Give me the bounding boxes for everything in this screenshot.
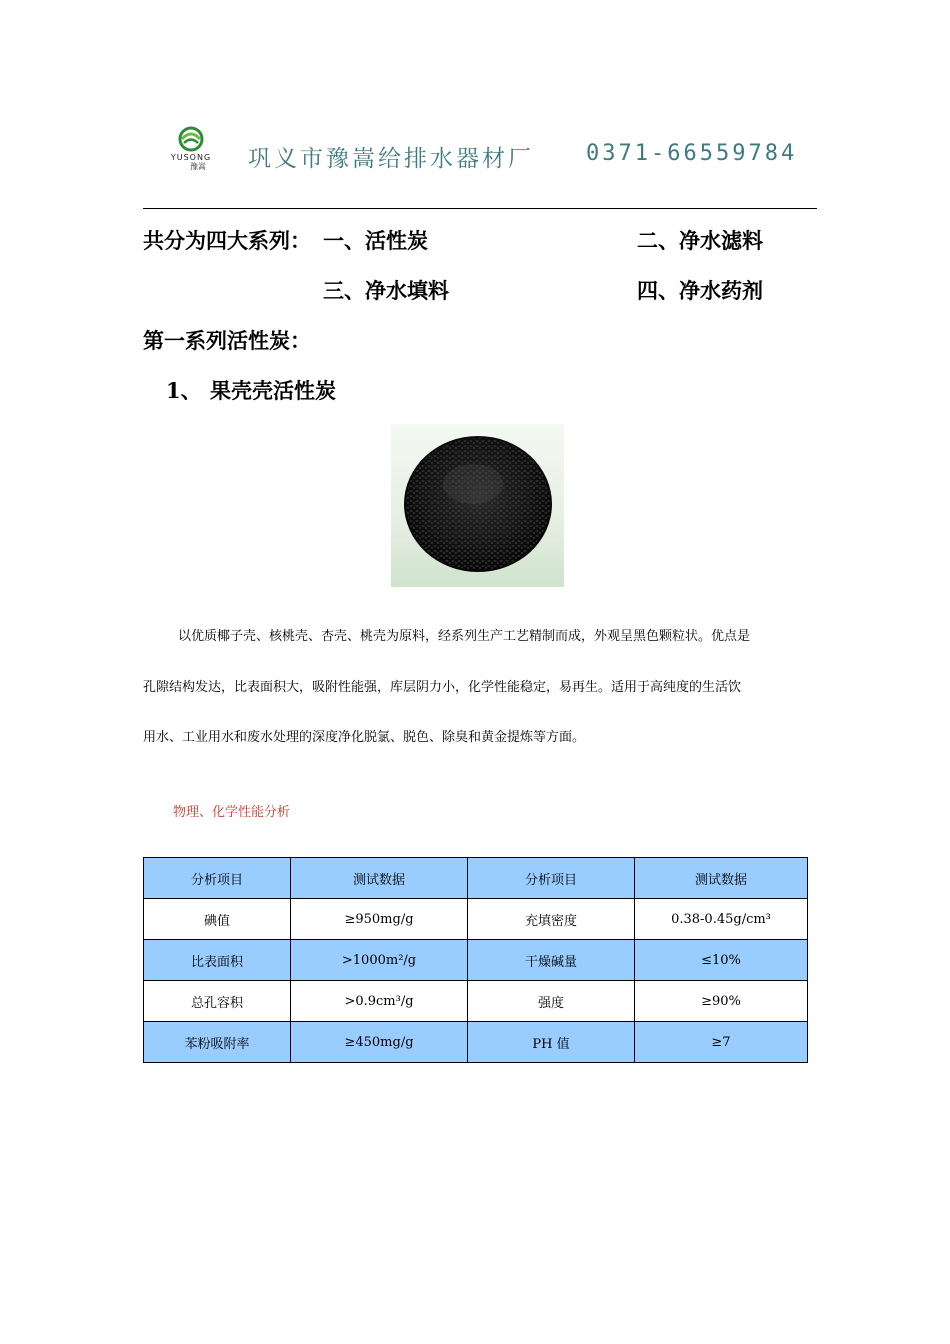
header-cell: 分析项目 [468, 858, 635, 899]
series-intro: 共分为四大系列： [143, 228, 311, 253]
table-cell: >0.9cm³/g [291, 981, 468, 1022]
table-cell: ≥950mg/g [291, 899, 468, 940]
item-number: 1、 [166, 378, 202, 403]
table-cell: 碘值 [144, 899, 291, 940]
section-title: 第一系列活性炭： [143, 328, 311, 353]
table-cell: 苯粉吸附率 [144, 1022, 291, 1063]
description-line-2: 孔隙结构发达，比表面积大，吸附性能强，库层阴力小，化学性能稳定，易再生。适用于高纯度的生活饮 [143, 680, 742, 695]
table-header-row [144, 858, 808, 899]
table-row [144, 899, 808, 940]
yusong-logo-icon [173, 126, 209, 152]
description-line-3: 用水、工业用水和废水处理的深度净化脱氯、脱色、除臭和黄金提炼等方面。 [143, 730, 586, 745]
analysis-title: 物理、化学性能分析 [173, 805, 291, 820]
table-cell: ≥7 [635, 1022, 808, 1063]
carbon-granules-image [391, 424, 564, 587]
description-line-1: 以优质椰子壳、核桃壳、杏壳、桃壳为原料，经系列生产工艺精制而成，外观呈黑色颗粒状。优点是 [178, 629, 751, 644]
series-2: 二、净水滤料 [637, 228, 763, 253]
table-cell: 比表面积 [144, 940, 291, 981]
table-cell: ≤10% [635, 940, 808, 981]
table-cell: PH 值 [468, 1022, 635, 1063]
header-cell: 测试数据 [291, 858, 468, 899]
table-row [144, 940, 808, 981]
table-cell: ≥450mg/g [291, 1022, 468, 1063]
header-divider [143, 208, 817, 209]
table-row [144, 1022, 808, 1063]
table-cell: 总孔容积 [144, 981, 291, 1022]
header-cell: 测试数据 [635, 858, 808, 899]
series-3: 三、净水填料 [323, 278, 449, 303]
table-cell: 0.38-0.45g/cm³ [635, 899, 808, 940]
item-title: 果壳壳活性炭 [210, 378, 336, 403]
series-4: 四、净水药剂 [637, 278, 763, 303]
company-logo [160, 126, 222, 172]
analysis-table [143, 857, 808, 1063]
series-1: 一、活性炭 [323, 228, 428, 253]
logo-brand-cn: 豫嵩 [190, 162, 206, 171]
header-cell: 分析项目 [144, 858, 291, 899]
logo-brand-en: YUSONG [170, 153, 212, 162]
table-cell: 干燥碱量 [468, 940, 635, 981]
table-cell: >1000m²/g [291, 940, 468, 981]
company-phone: 0371-66559784 [586, 141, 798, 166]
company-name: 巩义市豫嵩给排水器材厂 [248, 146, 534, 172]
table-row [144, 981, 808, 1022]
table-cell: 充填密度 [468, 899, 635, 940]
table-cell: ≥90% [635, 981, 808, 1022]
table-cell: 强度 [468, 981, 635, 1022]
activated-carbon-photo [391, 424, 564, 587]
